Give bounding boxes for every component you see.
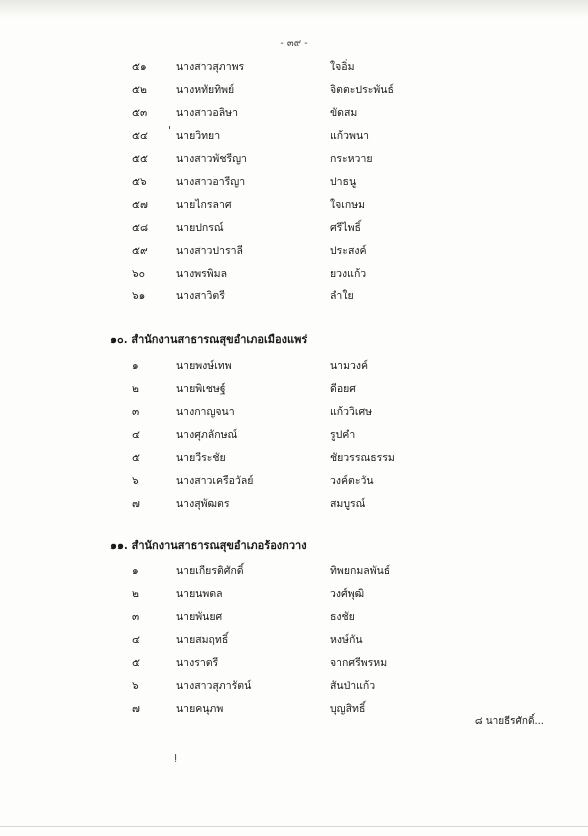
page-edge: [0, 826, 588, 827]
continuation-note: ๘ นายธีรศักดิ์...: [474, 716, 544, 727]
item-number: ๗: [132, 703, 140, 715]
first-name: นางหทัยทิพย์: [176, 84, 235, 96]
first-name: นายเกียรติศักดิ์: [176, 565, 244, 577]
last-name: สมบูรณ์: [330, 498, 366, 510]
last-name: ชัยวรรณธรรม: [330, 452, 395, 464]
first-name: นางศุภลักษณ์: [176, 429, 238, 441]
first-name: นายพงษ์เทพ: [176, 360, 232, 372]
item-number: ๕: [132, 657, 140, 669]
item-number: ๕๗: [132, 199, 148, 211]
first-name: นางสุพัฒตร: [176, 498, 230, 510]
first-name: นางสาวสุภารัตน์: [176, 680, 252, 692]
first-name: นายสมฤทธิ์: [176, 634, 229, 646]
last-name: ดีอยศ: [330, 383, 356, 395]
first-name: นายคนุภพ: [176, 703, 224, 715]
item-number: ๔: [132, 429, 140, 441]
last-name: ทิพยกมลพันธ์: [330, 565, 391, 577]
item-number: ๕๕: [132, 153, 148, 165]
first-name: นายวีระชัย: [176, 452, 226, 464]
item-number: ๕๑: [132, 61, 147, 73]
last-name: วงศ์พุฒิ: [330, 588, 365, 600]
last-name: จากศรีพรหม: [330, 657, 388, 669]
first-name: นายพิเชษฐ์: [176, 383, 226, 395]
last-name: วงค์ตะวัน: [330, 475, 374, 487]
first-name: นางกาญจนา: [176, 406, 235, 418]
item-number: ๒: [132, 588, 139, 600]
last-name: จิตตะประพันธ์: [330, 84, 394, 96]
section-heading: ๑๑. สำนักงานสาธารณสุขอำเภอร้องกวาง: [110, 539, 307, 552]
first-name: นายพันยศ: [176, 611, 223, 623]
item-number: ๗: [132, 498, 140, 510]
last-name: แก้ววิเศษ: [330, 406, 373, 418]
scan-shadow: [0, 0, 588, 18]
item-number: ๕๖: [132, 176, 147, 188]
first-name: นายไกรลาศ: [176, 199, 232, 211]
first-name: นางสาวเครือวัลย์: [176, 475, 254, 487]
last-name: ประสงค์: [330, 245, 367, 257]
first-name: นางสาวอารีญา: [176, 176, 246, 188]
item-number: ๕๘: [132, 222, 149, 234]
item-number: ๓: [132, 406, 140, 418]
last-name: นามวงค์: [330, 360, 369, 372]
item-number: ๔: [132, 634, 140, 646]
item-number: ๖: [132, 475, 139, 487]
item-number: ๕๙: [132, 245, 148, 257]
item-number: ๑: [132, 360, 139, 372]
last-name: ขัดสม: [330, 107, 358, 119]
last-name: สันป่าแก้ว: [330, 680, 376, 692]
last-name: ศรีไพธิ์: [330, 222, 361, 234]
first-name: นางราตรี: [176, 657, 219, 669]
item-number: ๑: [132, 565, 139, 577]
last-name: ปาธนู: [330, 176, 357, 188]
item-number: ๓: [132, 611, 140, 623]
scan-mark: ': [168, 124, 172, 137]
first-name: นางสาวพัชรีญา: [176, 153, 247, 165]
first-name: นายปกรณ์: [176, 222, 224, 234]
item-number: ๕๒: [132, 84, 147, 96]
first-name: นางสาวอลิษา: [176, 107, 238, 119]
last-name: ธงชัย: [330, 611, 355, 623]
scan-mark: ǃ: [174, 752, 178, 765]
last-name: ใจอิ่ม: [330, 61, 355, 73]
last-name: แก้วพนา: [330, 130, 370, 142]
item-number: ๕๓: [132, 107, 148, 119]
last-name: รูปคำ: [330, 429, 356, 441]
item-number: ๖๑: [132, 290, 146, 302]
first-name: นายวิทยา: [176, 130, 221, 142]
item-number: ๖: [132, 680, 139, 692]
first-name: นางพรพิมล: [176, 268, 228, 280]
last-name: บุญสิทธิ์: [330, 703, 366, 715]
item-number: ๖๐: [132, 268, 146, 280]
first-name: นายนพดล: [176, 588, 223, 600]
section-heading: ๑๐. สำนักงานสาธารณสุขอำเภอเมืองแพร่: [110, 333, 308, 346]
last-name: หงษ์กัน: [330, 634, 363, 646]
last-name: ใจเกษม: [330, 199, 366, 211]
item-number: ๕๔: [132, 130, 148, 142]
last-name: กระหวาย: [330, 153, 373, 165]
item-number: ๒: [132, 383, 139, 395]
item-number: ๕: [132, 452, 140, 464]
first-name: นางสาวิตรี: [176, 290, 225, 302]
first-name: นางสาวสุภาพร: [176, 61, 245, 73]
first-name: นางสาวปาราลี: [176, 245, 243, 257]
last-name: ลำใย: [330, 290, 354, 302]
last-name: ยวงแก้ว: [330, 268, 367, 280]
page-number: - ๓๙ -: [280, 38, 308, 49]
